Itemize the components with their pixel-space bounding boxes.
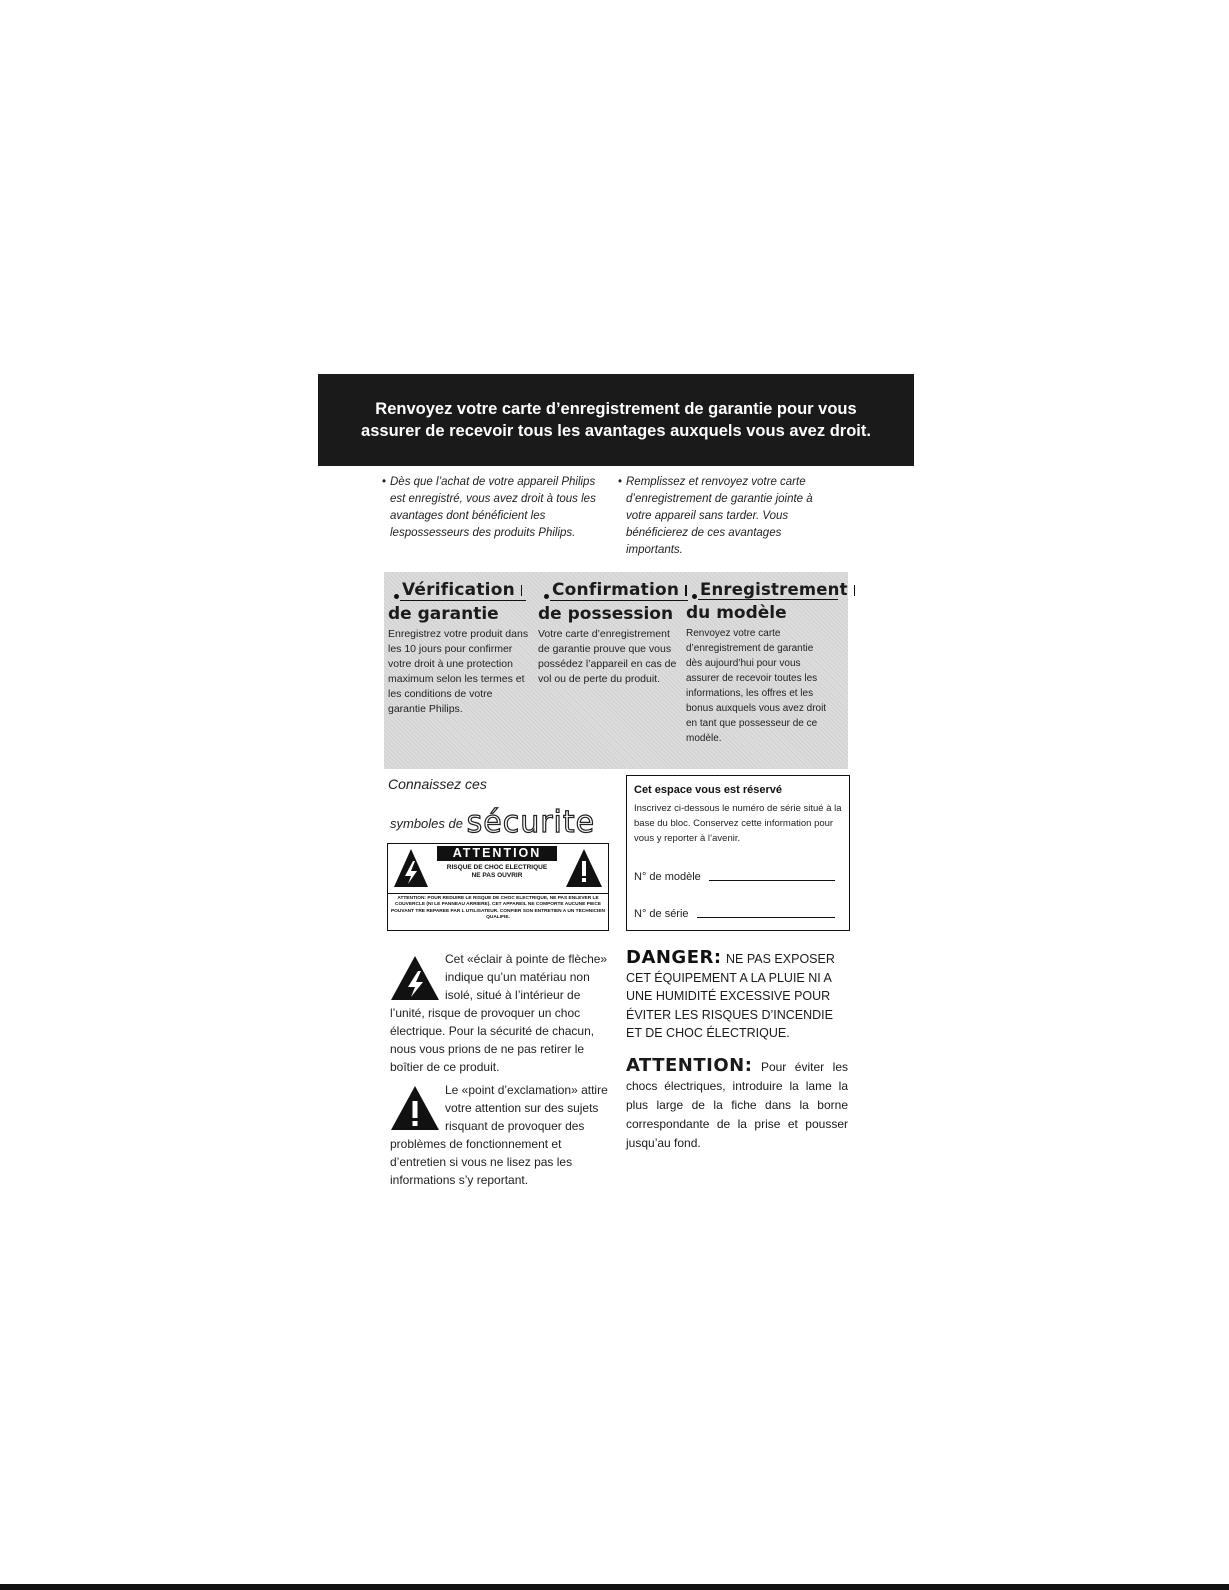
serial-number-box — [626, 775, 850, 931]
benefit-title: Confirmation — [538, 580, 688, 600]
serial-number-line — [697, 917, 835, 918]
benefit-verification — [388, 580, 530, 717]
benefit-subtitle: de garantie — [388, 604, 499, 624]
reserve-title: Cet espace vous est réservé — [634, 784, 782, 796]
benefit-registration — [686, 580, 848, 746]
symbols-heading-line1: Connaissez ces — [388, 776, 487, 792]
banner-line-1: Renvoyez votre carte d’enregistrement de garantie pour vous — [375, 400, 857, 418]
attention-subtitle: RISQUE DE CHOC ELECTRIQUE NE PAS OUVRIR — [446, 864, 548, 879]
model-number-label: N° de modèle — [634, 871, 701, 883]
reserve-instructions: Inscrivez ci-dessous le numéro de série situé à la base du bloc. Conservez cette information pour vous y reporter à l’avenir. — [634, 803, 842, 844]
plug-attention-text: Pour éviter les chocs électriques, introduire la lame la plus large de la fiche dans la borne correspondante de la prise et pousser jusqu’au fond. — [626, 1060, 849, 1150]
benefit-title: Vérification — [388, 580, 526, 600]
serial-number-field — [634, 908, 835, 920]
securite-word: sécurite — [466, 805, 596, 840]
intro-left-text: Dès que l’achat de votre appareil Philips est enregistré, vous avez droit à tous les avantages dont bénéficient les lespossesseurs des produits Philips. — [390, 476, 596, 539]
symbols-heading-line2 — [390, 805, 595, 840]
plug-attention — [626, 1056, 848, 1153]
model-number-line — [709, 880, 835, 881]
symbols-prefix: symboles de — [390, 816, 463, 831]
warranty-banner — [318, 374, 914, 466]
bullet: • — [618, 476, 623, 488]
model-number-field — [634, 871, 835, 883]
benefit-subtitle: de possession — [538, 604, 674, 624]
exclamation-explanation: Le «point d’exclamation» attire votre attention sur des sujets risquant de provoquer des problèmes de fonctionnement et d’entretien si vous ne lisez pas les informations s’y reportant. — [390, 1083, 608, 1187]
benefit-body: Renvoyez votre carte d’enregistrement de garantie dès aujourd’hui pour vous assurer de recevoir toutes les informations, les offres et les bonus auxquels vous avez droit en tant que possesseur de ce modèle. — [686, 628, 827, 744]
intro-right — [618, 474, 821, 559]
benefit-body: Enregistrez votre produit dans les 10 jours pour confirmer votre droit à une protection maximum selon les termes et les conditions de votre garantie Philips. — [388, 628, 529, 715]
attention-label — [387, 843, 609, 931]
page-bottom-edge — [0, 1584, 1229, 1590]
intro-right-text: Remplissez et renvoyez votre carte d’enregistrement de garantie jointe à votre appareil sans tarder. Vous bénéficierez de ces avantages importants. — [626, 476, 813, 556]
attention-label-header — [388, 844, 608, 894]
danger-text: NE PAS EXPOSER CET ÉQUIPEMENT A LA PLUIE NI A UNE HUMIDITÉ EXCESSIVE POUR ÉVITER LES RISQUES D’INCENDIE ET DE CHOC ÉLECTRIQUE. — [626, 952, 835, 1040]
benefit-title: Enregistrement — [686, 580, 838, 599]
benefits-panel — [384, 572, 848, 769]
benefit-body: Votre carte d’enregistrement de garantie prouve que vous possédez l’appareil en cas de vol ou de perte du produit. — [538, 628, 677, 685]
attention-title: ATTENTION — [437, 846, 557, 861]
lightning-explanation: Cet «éclair à pointe de flèche» indique qu’un matériau non isolé, situé à l’intérieur de l’unité, risque de provoquer un choc électrique. Pour la sécurité de chacun, nous vous prions de ne pas retirer le boîtier de ce produit. — [390, 952, 608, 1074]
serial-number-label: N° de série — [634, 908, 689, 920]
plug-attention-heading: ATTENTION: — [626, 1055, 753, 1076]
attention-fine-print: ATTENTION: POUR REDUIRE LE RISQUE DE CHOC ELECTRIQUE, NE PAS ENLEVER LE COUVERCLE (NI LE PANNEAU ARRIERE). CET APPAREIL NE COMPORTE AUCUNE PIECE POUVANT TRE REPAREE PAR L UTILISATEUR. CONFIER SON ENTRETIEN A UN TECHNICIEN QUALIFIE. — [390, 896, 605, 921]
intro-left — [382, 474, 605, 542]
benefit-subtitle: du modèle — [686, 603, 787, 623]
bullet: • — [382, 476, 387, 488]
banner-line-2: assurer de recevoir tous les avantages auxquels vous avez droit. — [361, 422, 871, 440]
danger-heading: DANGER: — [626, 947, 722, 968]
exclamation-warning-icon — [564, 847, 604, 889]
danger-warning — [626, 947, 848, 1043]
benefit-confirmation — [538, 580, 678, 687]
lightning-warning-icon — [392, 847, 430, 889]
